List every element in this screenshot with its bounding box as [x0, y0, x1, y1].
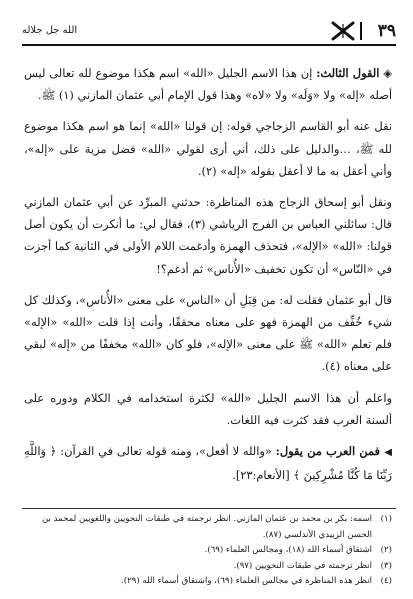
paragraph-third-opinion — [24, 62, 392, 106]
footnote-item — [24, 543, 392, 559]
header-separator — [360, 22, 362, 40]
main-text — [24, 62, 392, 486]
page-number: ٣٩ — [377, 21, 396, 41]
page-header — [22, 20, 396, 46]
footnote-text: انظر ترجمته في طبقات النحويين (٩٧). — [233, 560, 372, 571]
footnote-number: (١) — [380, 514, 392, 524]
footnote-item — [24, 574, 392, 590]
footnote-number: (٤) — [380, 576, 392, 586]
paragraph-text: إن هذا الاسم الجليل «الله» اسم هكذا موضوع لله تعالى ليس أصله «إله» ولا «وَلَه» ولا «لاه» وهذا قول الإمام أبي عثمان المازني (١) ﷺ. — [24, 66, 392, 103]
footnote-rule — [22, 508, 396, 509]
paragraph-dialects: واعلم أن هذا الاسم الجليل «الله» لكثرة استخدامه في الكلام ودوره على ألسنة العرب فقد كثرت فيه اللغات. — [24, 390, 392, 427]
paragraph-debate-intro: ونقل أبو إسحاق الزجاج هذه المناظرة: حدثني المبرِّد عن أبي عثمان المازني قال: سائلني العباس بن الفرج الرياشي (٣)، فقال لي: ما أنكرت أن يكون أصل قولنا: «الله» «الإله»، فتحذف الهمزة وأدغمت اللام الأولى في الثانية كما أجزت في «النّاس» أن تكون تخفيف «الأُناس» ثم أدغم؟! — [24, 195, 392, 276]
paragraph-zajjaji: نقل عنه أبو القاسم الزجاجي قوله: إن قولنا «الله» إنما هو اسم هكذا موضوع لله ﷺ، …والدليل على ذلك، أني أرى لقولي «الله» فضل مزية على «إله»، وأني أعقل به ما لا أعقل بقوله «إله» (٢). — [24, 119, 392, 178]
running-title: الله جل جلاله — [22, 25, 78, 36]
footnote-text: اشتقاق أسماء الله (١٨)، ومجالس العلماء (٦٩). — [204, 545, 372, 555]
paragraph-arab-usage — [24, 440, 392, 486]
footnote-number: (٣) — [380, 560, 392, 571]
paragraph-text: «والله لا أفعل»، ومنه قوله تعالى في القرآن: ﴿ وَاللَّهِ رَبِّنَا مَا كُنَّا مُشْرِكِينَ ﴾ [الأنعام:٢٣]. — [24, 444, 392, 483]
paragraph-debate-answer: قال أبو عثمان فقلت له: من قِبَلِ أن «الناس» على معنى «الأُناس»، وكذلك كل شيء خُفِّف من الهمزة فهو على معناه محققًا، وأنت إذا قلت «الله» «الإله» فلم تعلم «الله» ﷺ على معنى «الإله»، فلو كان «الله» مخففًا من «إله» لبقي على معناه (٤). — [24, 292, 392, 374]
footnote-item — [24, 559, 392, 575]
footnote-text: اسمه: بكر بن محمد بن عثمان المازني. انظر ترجمته في طبقات النحويين واللغويين لمحمد بن الحسن الزبيدي الأندلسي (٨٧). — [41, 514, 372, 540]
ornament-icon — [330, 20, 356, 42]
footnote-text: انظر هذه المناظرة في مجالس العلماء (٦٩)، واشتقاق أسماء الله (٢٩). — [121, 576, 372, 586]
paragraph-lead: فمن العرب من يقول: — [275, 444, 380, 459]
paragraph-lead: القول الثالث: — [316, 66, 380, 80]
footnote-number: (٢) — [380, 545, 392, 555]
header-rule — [22, 44, 396, 46]
arrow-bullet-icon: ◀ — [384, 447, 392, 459]
diamond-bullet-icon: ◈ — [379, 66, 392, 80]
footnote-item — [24, 512, 392, 543]
footnotes — [24, 512, 392, 590]
